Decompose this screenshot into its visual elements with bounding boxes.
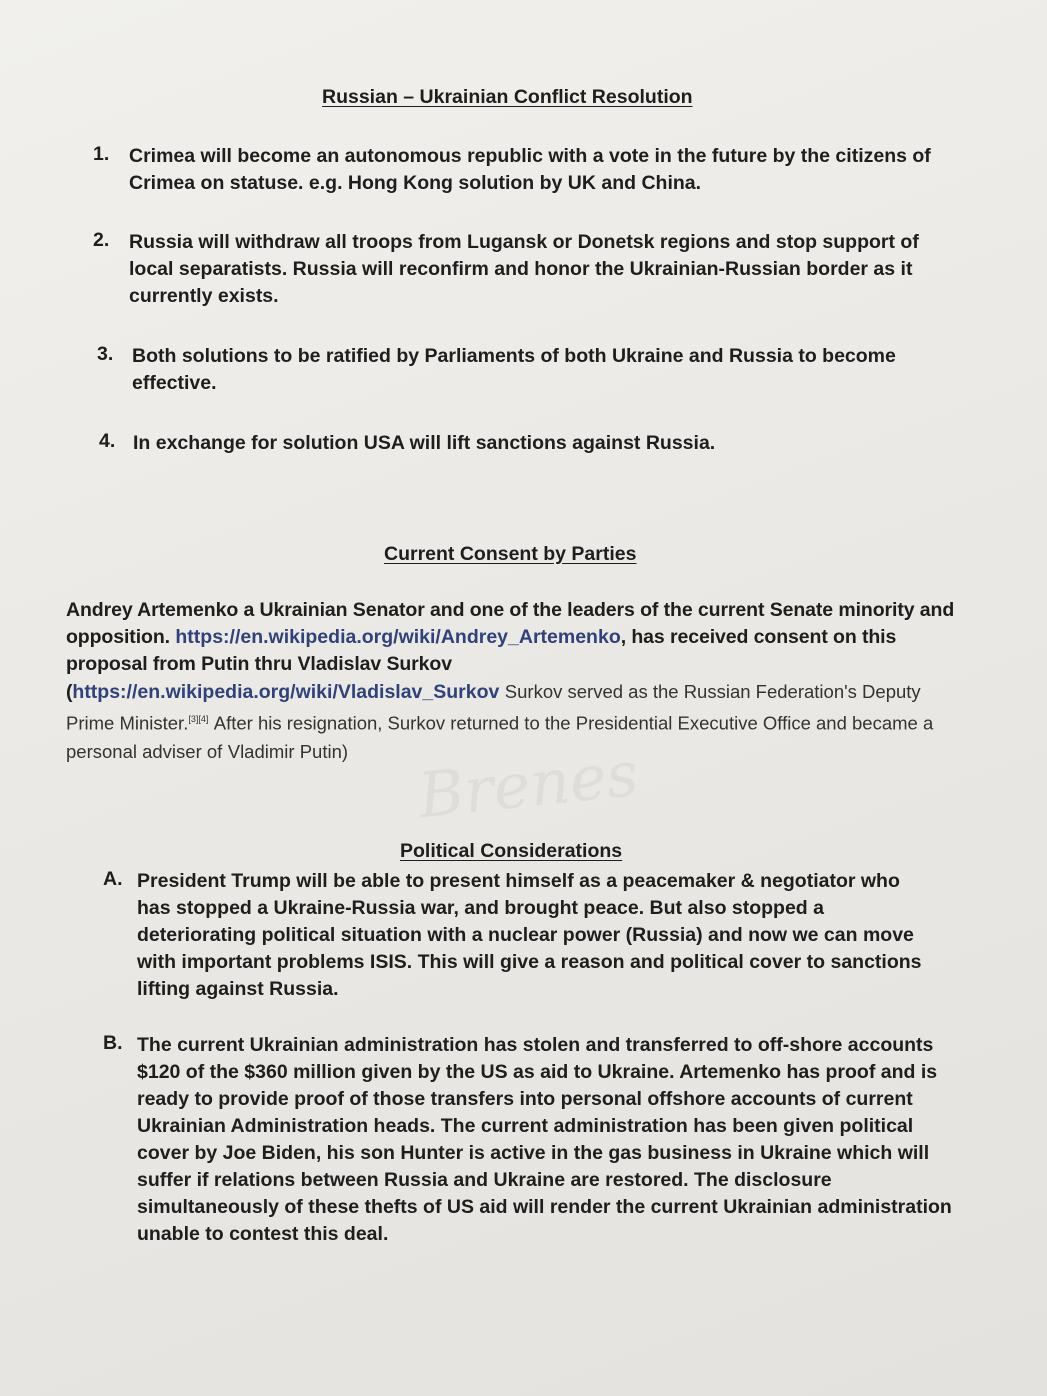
surkov-after-resignation: After his resignation, Surkov returned to the Presidential Executive Office and became a personal adviser of [66,712,934,762]
item-text: In exchange for solution USA will lift sanctions against Russia. [133,432,716,454]
artemenko-wiki-link[interactable]: https://en.wikipedia.org/wiki/Andrey_Artemenko [175,626,621,648]
watermark-logo: Brenes [414,736,642,833]
close-paren: ) [341,740,349,762]
political-heading: Political Considerations [400,840,623,862]
item-text: Both solutions to be ratified by Parliaments of both Ukraine and Russia to become effective. [132,345,896,394]
resolution-item-3 [97,343,957,403]
item-letter: B. [103,1032,123,1054]
political-item-a [103,868,963,1008]
item-text: Russia will withdraw all troops from Lugansk or Donetsk regions and stop support of local separatists. Russia will reconfirm and honor the Ukrainian-Russian border as it currently exists. [129,231,919,307]
consent-paragraph [66,597,966,766]
item-letter: A. [103,868,123,890]
resolution-item-1 [93,143,953,203]
footnote-ref[interactable]: [3][4] [188,714,209,724]
item-number: 3. [97,343,114,365]
resolution-item-2 [93,229,953,314]
political-item-b [103,1032,963,1262]
surkov-description: Surkov served as the Russian Federation's Deputy Prime Minister. [66,681,921,734]
open-paren: ( [66,681,73,703]
item-text: Crimea will become an autonomous republic with a vote in the future by the citizens of Crimea on statuse. e.g. Hong Kong solution by UK and China. [129,145,931,194]
putin-link[interactable]: Vladimir Putin [227,740,342,762]
consent-after-link: , has received consent on this proposal from Putin thru Vladislav Surkov [66,626,897,675]
item-text: President Trump will be able to present himself as a peacemaker & negotiator who has stopped a Ukraine-Russia war, and brought peace. But also stopped a deteriorating political situation with a nuclear power (Russia) and now we can move with important problems ISIS. This will give a reason and political cover to sanctions lifting against Russia. [137,870,922,1000]
surkov-wiki-link[interactable]: https://en.wikipedia.org/wiki/Vladislav_Surkov [72,681,500,703]
item-text: The current Ukrainian administration has stolen and transferred to off-shore accounts $120 of the $360 million given by the US as aid to Ukraine. Artemenko has proof and is ready to provide proof of those transfers into personal offshore accounts of current Ukrainian Administration heads. The current administration has been given political cover by Joe Biden, his son Hunter is active in the gas business in Ukraine which will suffer if relations between Russia and Ukraine are restored. The disclosure simultaneously of these thefts of US aid will render the current Ukrainian administration unable to contest this deal. [137,1034,952,1245]
document-title: Russian – Ukrainian Conflict Resolution [322,86,693,108]
resolution-item-4 [99,430,959,460]
item-number: 1. [93,143,110,165]
item-number: 2. [93,229,110,251]
consent-intro: Andrey Artemenko a Ukrainian Senator and one of the leaders of the current Senate minority and opposition. [66,599,955,648]
item-number: 4. [99,430,116,452]
consent-heading: Current Consent by Parties [384,543,637,565]
